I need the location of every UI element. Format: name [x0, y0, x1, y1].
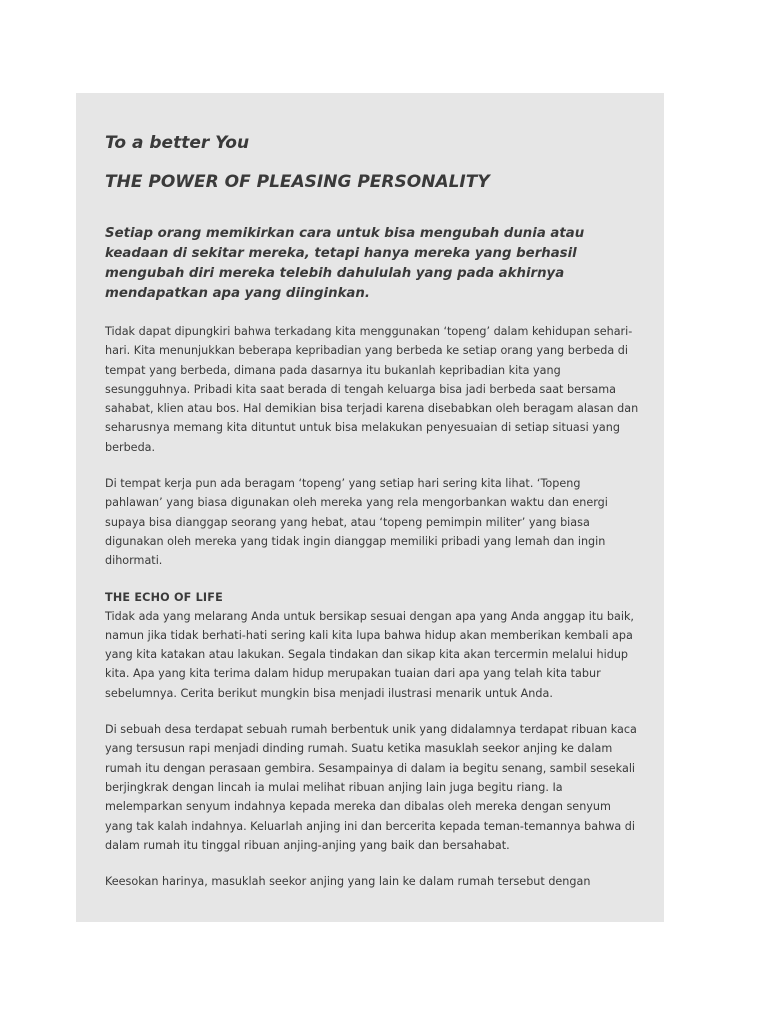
document-content: [105, 131, 640, 908]
body-paragraph: Di tempat kerja pun ada beragam ‘topeng’ yang setiap hari sering kita lihat. ‘Topeng pahlawan’ yang biasa digunakan oleh mereka yang rela mengorbankan waktu dan energi supaya bisa dianggap seorang yang hebat, atau ‘topeng pemimpin militer’ yang biasa digunakan oleh mereka yang tidak ingin dianggap memiliki pribadi yang lemah dan ingin dihormati.: [105, 477, 608, 568]
section-paragraph: Keesokan harinya, masuklah seekor anjing yang lain ke dalam rumah tersebut dengan: [105, 875, 591, 889]
document-page: [76, 93, 664, 922]
document-subtitle: THE POWER OF PLEASING PERSONALITY: [105, 172, 490, 192]
section-paragraph: Di sebuah desa terdapat sebuah rumah berbentuk unik yang didalamnya terdapat ribuan kaca yang tersusun rapi menjadi dinding rumah. Suatu ketika masuklah seekor anjing ke dalam rumah itu dengan perasaan gembira. Sesampainya di dalam ia begitu senang, sambil sesekali berjingkrak dengan lincah ia mulai melihat ribuan anjing lain juga begitu riang. Ia melemparkan senyum indahnya kepada mereka dan dibalas oleh mereka dengan senyum yang tak kalah indahnya. Keluarlah anjing ini dan bercerita kepada teman-temannya bahwa di dalam rumah itu tinggal ribuan anjing-anjing yang baik dan bersahabat.: [105, 723, 637, 852]
section-paragraph: Tidak ada yang melarang Anda untuk bersikap sesuai dengan apa yang Anda anggap itu baik, namun jika tidak berhati-hati sering kali kita lupa bahwa hidup akan memberikan kembali apa yang kita katakan atau lakukan. Segala tindakan dan sikap kita akan tercermin melalui hidup kita. Apa yang kita terima dalam hidup merupakan tuaian dari apa yang telah kita tabur sebelumnya. Cerita berikut mungkin bisa menjadi ilustrasi menarik untuk Anda.: [105, 609, 634, 700]
section-heading: THE ECHO OF LIFE: [105, 590, 223, 604]
lead-paragraph: Setiap orang memikirkan cara untuk bisa mengubah dunia atau keadaan di sekitar mereka, tetapi hanya mereka yang berhasil mengubah diri mereka telebih dahululah yang pada akhirnya mendapatkan apa yang diinginkan.: [105, 226, 585, 301]
document-title: To a better You: [105, 133, 250, 153]
body-paragraph: Tidak dapat dipungkiri bahwa terkadang kita menggunakan ‘topeng’ dalam kehidupan sehari-hari. Kita menunjukkan beberapa kepribadian yang berbeda ke setiap orang yang berbeda di tempat yang berbeda, dimana pada dasarnya itu bukanlah kepribadian kita yang sesungguhnya. Pribadi kita saat berada di tengah keluarga bisa jadi berbeda saat bersama sahabat, klien atau bos. Hal demikian bisa terjadi karena disebabkan oleh beragam alasan dan seharusnya memang kita dituntut untuk bisa melakukan penyesuaian di setiap situasi yang berbeda.: [105, 325, 639, 454]
